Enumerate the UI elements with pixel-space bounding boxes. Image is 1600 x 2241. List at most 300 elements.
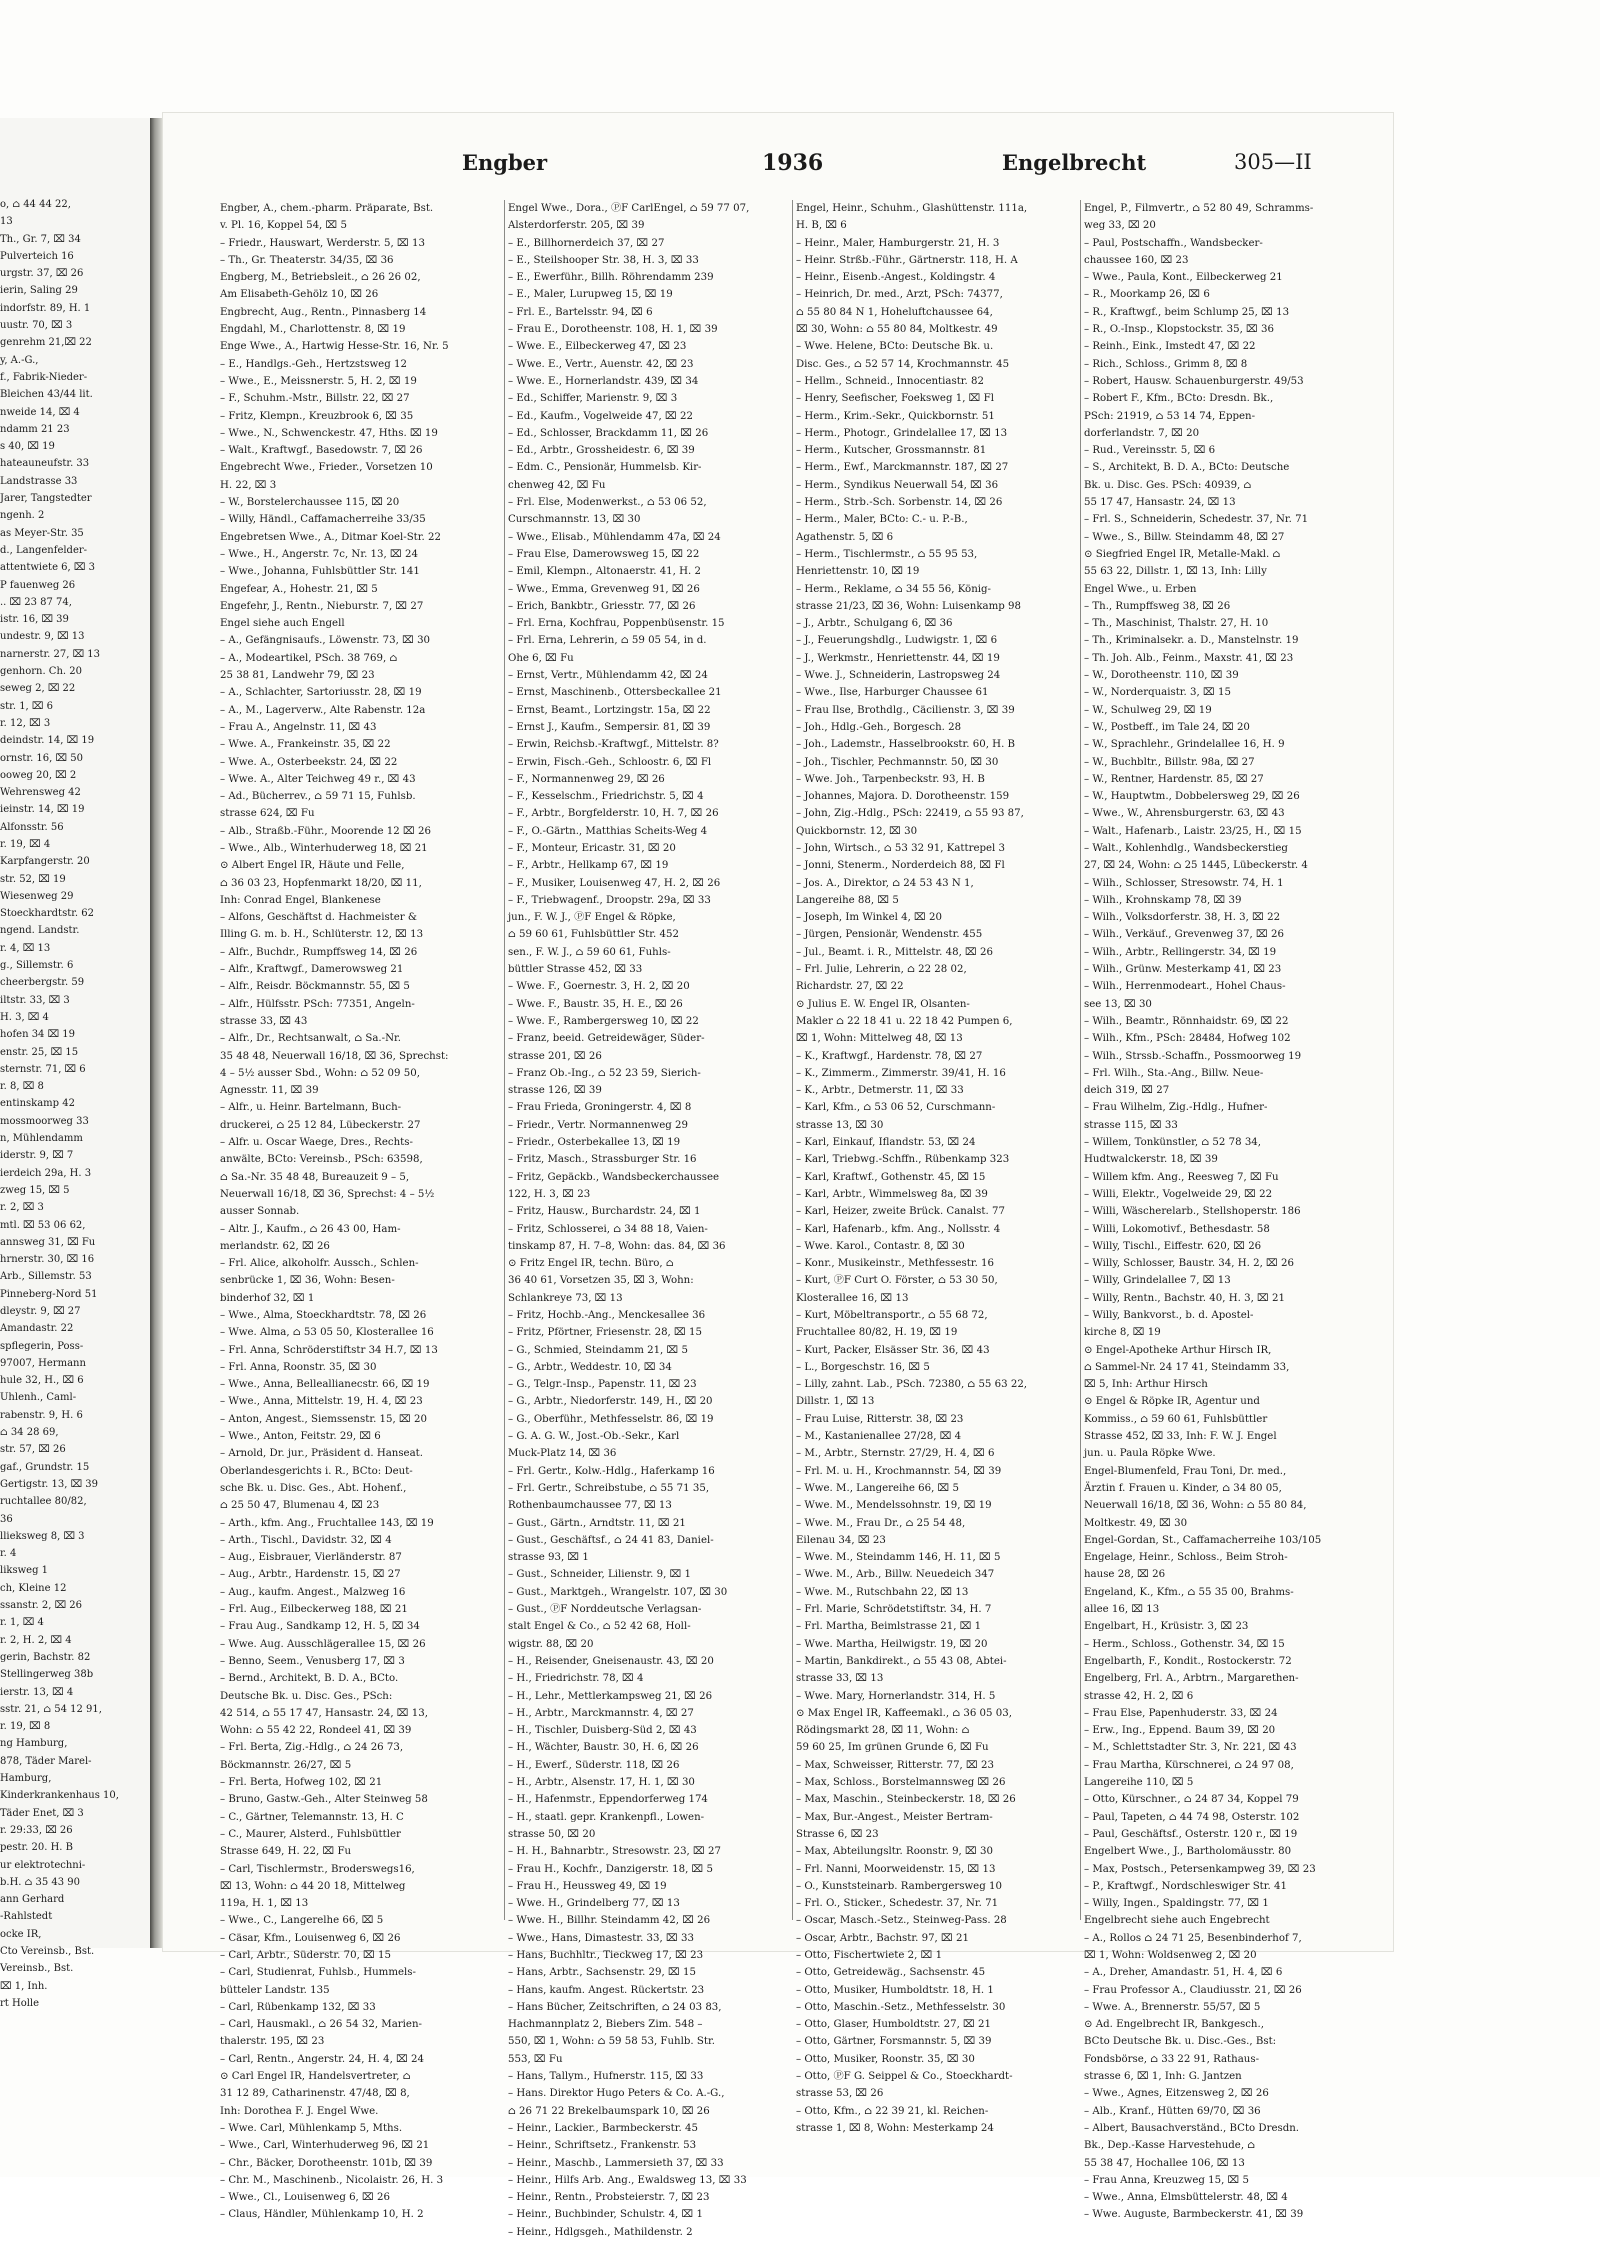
directory-entry-line: ⌧ 1, Wohn: Mittelweg 48, ⌧ 13 (796, 1033, 963, 1045)
left-page-line: r. 19, ⌧ 4 (0, 838, 51, 850)
directory-entry-line: Engbrecht, Aug., Rentn., Pinnasberg 14 (220, 306, 427, 318)
directory-entry-line: jun. u. Paula Röpke Wwe. (1084, 1448, 1216, 1460)
directory-entry-line: – H., Arbtr., Alsenstr. 17, H. 1, ⌧ 30 (508, 1777, 695, 1789)
directory-entry-line: – F., Normannenweg 29, ⌧ 26 (508, 773, 665, 785)
directory-entry-line: – Wwe., Anton, Feitstr. 29, ⌧ 6 (220, 1431, 381, 1443)
directory-entry-line: – Herm., Kutscher, Grossmannstr. 81 (796, 445, 987, 457)
left-page-line: y, A.-G., (0, 354, 39, 366)
directory-entry-line: – Th. Joh. Alb., Feinm., Maxstr. 41, ⌧ 23 (1084, 652, 1294, 664)
left-page-line: Amandastr. 22 (0, 1323, 74, 1335)
directory-entry-line: – Willy, Tischl., Eiffestr. 620, ⌧ 26 (1084, 1240, 1262, 1252)
column-rule (792, 200, 793, 1920)
left-page-line: attentwiete 6, ⌧ 3 (0, 562, 95, 574)
directory-entry-line: – Erich, Bankbtr., Griesstr. 77, ⌧ 26 (508, 600, 696, 612)
directory-entry-line: – Otto, Glaser, Humboldtstr. 27, ⌧ 21 (796, 2019, 991, 2031)
directory-entry-line: – H., Friedrichstr. 78, ⌧ 4 (508, 1673, 644, 1685)
left-page-line: ieinstr. 14, ⌧ 19 (0, 804, 85, 816)
directory-entry-line: senbrücke 1, ⌧ 36, Wohn: Besen- (220, 1275, 395, 1287)
directory-entry-line: büttler Strasse 452, ⌧ 33 (508, 964, 643, 976)
directory-entry-line: – W., Buchbltr., Billstr. 98a, ⌧ 27 (1084, 756, 1255, 768)
directory-entry-line: – Frl. Gertr., Schreibstube, ⌂ 55 71 35, (508, 1482, 710, 1494)
directory-entry-line: Engelberg, Frl. A., Arbtrn., Margarethen- (1084, 1673, 1299, 1685)
directory-entry-line: Fruchtallee 80/82, H. 19, ⌧ 19 (796, 1327, 958, 1339)
directory-entry-line: – Frl. Berta, Zig.-Hdlg., ⌂ 24 26 73, (220, 1742, 404, 1754)
directory-entry-line: – J., Feuerungshdlg., Ludwigstr. 1, ⌧ 6 (796, 635, 998, 647)
directory-entry-line: – G., Arbtr., Niedorferstr. 149, H., ⌧ 20 (508, 1396, 713, 1408)
directory-entry-line: strasse 21/23, ⌧ 36, Wohn: Luisenkamp 98 (796, 600, 1021, 612)
directory-entry-line: – Anton, Angest., Siemssenstr. 15, ⌧ 20 (220, 1413, 427, 1425)
left-page-line: hule 32, H., ⌧ 6 (0, 1375, 84, 1387)
left-page-line: Landstrasse 33 (0, 475, 78, 487)
directory-entry-line: chenweg 42, ⌧ Fu (508, 479, 606, 491)
directory-entry-line: ⊙ Engel & Röpke IR, Agentur und (1084, 1396, 1260, 1408)
directory-entry-line: sche Bk. u. Disc. Ges., Abt. Hohenf., (220, 1482, 407, 1494)
directory-entry-line: – Joh., Hdlg.-Geh., Borgesch. 28 (796, 721, 962, 733)
directory-entry-line: Agathenstr. 5, ⌧ 6 (796, 531, 894, 543)
directory-entry-line: – Arnold, Dr. jur., Präsident d. Hanseat. (220, 1448, 423, 1460)
left-page-line: -Rahlstedt (0, 1911, 53, 1923)
directory-entry-line: – Karl, Hafenarb., kfm. Ang., Nollsstr. 4 (796, 1223, 1001, 1235)
directory-entry-line: – Th., Gr. Theaterstr. 34/35, ⌧ 36 (220, 254, 394, 266)
directory-entry-line: – Willy, Händl., Caffamacherreihe 33/35 (220, 514, 426, 526)
directory-entry-line: – Walt., Kraftwgf., Basedowstr. 7, ⌧ 26 (220, 445, 423, 457)
left-page-line: iderstr. 9, ⌧ 7 (0, 1150, 74, 1162)
directory-entry-line: Illing G. m. b. H., Schlüterstr. 12, ⌧ 13 (220, 929, 424, 941)
directory-entry-line: chaussee 160, ⌧ 23 (1084, 254, 1189, 266)
left-page-line: ngend. Landstr. (0, 925, 80, 937)
directory-entry-line: – Frau Else, Papenhuderstr. 33, ⌧ 24 (1084, 1707, 1278, 1719)
directory-entry-line: – Frau E., Dorotheenstr. 108, H. 1, ⌧ 39 (508, 324, 718, 336)
directory-entry-line: – Heinr., Maschb., Lammersieth 37, ⌧ 33 (508, 2157, 724, 2169)
directory-entry-line: – Willy, Schlosser, Baustr. 34, H. 2, ⌧ 26 (1084, 1258, 1294, 1270)
directory-entry-line: – Frau Anna, Kreuzweg 15, ⌧ 5 (1084, 2174, 1250, 2186)
directory-entry-line: – Martin, Bankdirekt., ⌂ 55 43 08, Abtei- (796, 1655, 1007, 1667)
left-page-line: b.H. ⌂ 35 43 90 (0, 1876, 81, 1888)
directory-entry-line: – Frl. Martha, Beimlstrasse 21, ⌧ 1 (796, 1621, 982, 1633)
directory-entry-line: – Reinh., Eink., Imstedt 47, ⌧ 22 (1084, 341, 1256, 353)
left-page-line: r. 4 (0, 1548, 17, 1560)
directory-entry-line: Fondsbörse, ⌂ 33 22 91, Rathaus- (1084, 2053, 1260, 2065)
left-page-line: ngenh. 2 (0, 510, 45, 522)
directory-entry-line: ⌂ 59 60 61, Fuhlsbüttler Str. 452 (508, 929, 679, 941)
left-page-line: spflegerin, Poss- (0, 1340, 84, 1352)
directory-entry-line: – Wwe., E., Meissnerstr. 5, H. 2, ⌧ 19 (220, 375, 417, 387)
directory-entry-line: – Altr. J., Kaufm., ⌂ 26 43 00, Ham- (220, 1223, 401, 1235)
directory-entry-line: – Frl. Alice, alkoholfr. Aussch., Schlen- (220, 1258, 419, 1270)
left-page-line: ocke IR, (0, 1928, 42, 1940)
directory-entry-line: H. B, ⌧ 6 (796, 220, 847, 232)
book-gutter (150, 118, 162, 1948)
directory-entry-line: – E., Ewerführ., Billh. Röhrendamm 239 (508, 272, 714, 284)
left-page-line: uustr. 70, ⌧ 3 (0, 320, 73, 332)
directory-entry-line: Richardstr. 27, ⌧ 22 (796, 981, 904, 993)
directory-entry-line: – E., Maler, Lurupweg 15, ⌧ 19 (508, 289, 673, 301)
directory-entry-line: – Aug., Eisbrauer, Vierländerstr. 87 (220, 1552, 402, 1564)
directory-entry-line: – Max, Abteilungsltr. Roonstr. 9, ⌧ 30 (796, 1846, 993, 1858)
directory-entry-line: – Wwe. A., Alter Teichweg 49 r., ⌧ 43 (220, 773, 416, 785)
directory-entry-line: – Friedr., Osterbekallee 13, ⌧ 19 (508, 1137, 681, 1149)
directory-entry-line: Engelbert Wwe., J., Bartholomäusstr. 80 (1084, 1846, 1292, 1858)
directory-entry-line: Inh: Conrad Engel, Blankenese (220, 894, 381, 906)
directory-entry-line: strasse 115, ⌧ 33 (1084, 1119, 1178, 1131)
directory-entry-line: – Wwe. Karol., Contastr. 8, ⌧ 30 (796, 1240, 965, 1252)
directory-entry-line: – Frau Aug., Sandkamp 12, H. 5, ⌧ 34 (220, 1621, 420, 1633)
directory-entry-line: – Franz Ob.-Ing., ⌂ 52 23 59, Sierich- (508, 1067, 701, 1079)
directory-entry-line: – Alfr. u. Oscar Waege, Dres., Rechts- (220, 1137, 413, 1149)
directory-entry-line: – Alfons, Geschäftst d. Hachmeister & (220, 912, 417, 924)
directory-entry-line: – Aug., kaufm. Angest., Malzweg 16 (220, 1586, 406, 1598)
directory-entry-line: – R., Kraftwgf., beim Schlump 25, ⌧ 13 (1084, 306, 1290, 318)
directory-entry-line: – Carl, Rentn., Angerstr. 24, H. 4, ⌧ 24 (220, 2053, 425, 2065)
directory-entry-line: – F., Triebwagenf., Droopstr. 29a, ⌧ 33 (508, 894, 711, 906)
directory-entry-line: Engebrecht Wwe., Frieder., Vorsetzen 10 (220, 462, 433, 474)
left-page-line: Arb., Sillemstr. 53 (0, 1271, 92, 1283)
directory-entry-line: – E., Handlgs.-Geh., Hertzstsweg 12 (220, 358, 407, 370)
directory-entry-line: – A., Schlachter, Sartoriusstr. 28, ⌧ 19 (220, 687, 422, 699)
directory-entry-line: – S., Architekt, B. D. A., BCto: Deutsche (1084, 462, 1290, 474)
directory-entry-line: – Fritz, Gepäckb., Wandsbeckerchaussee (508, 1171, 720, 1183)
directory-entry-line: Schlankreye 73, ⌧ 13 (508, 1292, 623, 1304)
directory-entry-line: – M., Kastanienallee 27/28, ⌧ 4 (796, 1431, 962, 1443)
directory-entry-line: Neuerwall 16/18, ⌧ 36, Wohn: ⌂ 55 80 84, (1084, 1500, 1307, 1512)
directory-entry-line: – Hans, Arbtr., Sachsenstr. 29, ⌧ 15 (508, 1967, 696, 1979)
directory-entry-line: – Frl. Marie, Schrödetstiftstr. 34, H. 7 (796, 1604, 992, 1616)
directory-entry-line: – Robert, Hausw. Schauenburgerstr. 49/53 (1084, 375, 1304, 387)
directory-entry-line: – Bernd., Architekt, B. D. A., BCto. (220, 1673, 399, 1685)
directory-entry-line: Agnesstr. 11, ⌧ 39 (220, 1085, 319, 1097)
directory-entry-line: – Willem kfm. Ang., Reesweg 7, ⌧ Fu (1084, 1171, 1279, 1183)
directory-entry-line: – Wwe. F., Rambergersweg 10, ⌧ 22 (508, 1015, 699, 1027)
directory-entry-line: – E., Billhornerdeich 37, ⌧ 27 (508, 237, 665, 249)
directory-entry-line: – Otto, Maschin.-Setz., Methfesselstr. 30 (796, 2001, 1006, 2013)
left-page-line: ornstr. 16, ⌧ 50 (0, 752, 83, 764)
directory-entry-line: – Frau H., Heussweg 49, ⌧ 19 (508, 1880, 667, 1892)
directory-entry-line: – Wwe. Carl, Mühlenkamp 5, Mths. (220, 2122, 403, 2134)
directory-entry-line: kirche 8, ⌧ 19 (1084, 1327, 1161, 1339)
directory-entry-line: Quickbornstr. 12, ⌧ 30 (796, 825, 918, 837)
left-page-line: Pulverteich 16 (0, 250, 74, 262)
directory-entry-line: – Otto, Getreidewäg., Sachsenstr. 45 (796, 1967, 986, 1979)
left-page-line: str. 57, ⌧ 26 (0, 1444, 66, 1456)
left-page-line: Pinneberg-Nord 51 (0, 1288, 98, 1300)
directory-entry-line: – O., Kunststeinarb. Rambergersweg 10 (796, 1880, 1002, 1892)
directory-entry-line: ⌂ 25 50 47, Blumenau 4, ⌧ 23 (220, 1500, 380, 1512)
directory-entry-line: – Wwe. J., Schneiderin, Lastropsweg 24 (796, 670, 1001, 682)
directory-entry-line: – Max, Bur.-Angest., Meister Bertram- (796, 1811, 993, 1823)
directory-entry-line: – Ernst J., Kaufm., Sempersir. 81, ⌧ 39 (508, 721, 711, 733)
directory-entry-line: – Wwe. Helene, BCto: Deutsche Bk. u. (796, 341, 994, 353)
directory-entry-line: hause 28, ⌧ 26 (1084, 1569, 1166, 1581)
directory-entry-line: – Frl. Gertr., Kolw.-Hdlg., Haferkamp 16 (508, 1465, 715, 1477)
left-page-line: Th., Gr. 7, ⌧ 34 (0, 233, 81, 245)
directory-entry-line: – Claus, Händler, Mühlenkamp 10, H. 2 (220, 2209, 424, 2221)
directory-entry-line: – Emil, Klempn., Altonaerstr. 41, H. 2 (508, 566, 701, 578)
directory-entry-line: Oberlandesgerichts i. R., BCto: Deut- (220, 1465, 413, 1477)
directory-entry-line: – E., Steilshooper Str. 38, H. 3, ⌧ 33 (508, 254, 699, 266)
directory-entry-line: Makler ⌂ 22 18 41 u. 22 18 42 Pumpen 6, (796, 1015, 1013, 1027)
left-page-line: str. 52, ⌧ 19 (0, 873, 66, 885)
directory-entry-line: – Frau Wilhelm, Zig.-Hdlg., Hufner- (1084, 1102, 1268, 1114)
directory-entry-line: – Herm., Maler, BCto: C.- u. P.-B., (796, 514, 968, 526)
directory-entry-line: – Willi, Elektr., Vogelweide 29, ⌧ 22 (1084, 1188, 1273, 1200)
header-first-entry: Engber (462, 150, 548, 175)
directory-entry-line: Henriettenstr. 10, ⌧ 19 (796, 566, 920, 578)
left-page-line: annsweg 31, ⌧ Fu (0, 1236, 96, 1248)
directory-entry-line: – Wwe., Anna, Mittelstr. 19, H. 4, ⌧ 23 (220, 1396, 423, 1408)
directory-entry-line: – Gust., Geschäftsf., ⌂ 24 41 83, Daniel- (508, 1534, 714, 1546)
directory-entry-line: Engel Wwe., Dora., ⓅF CarlEngel, ⌂ 59 77 07, (508, 203, 750, 214)
directory-entry-line: allee 16, ⌧ 13 (1084, 1604, 1160, 1616)
directory-entry-line: – Paul, Tapeten, ⌂ 44 74 98, Osterstr. 102 (1084, 1811, 1300, 1823)
directory-entry-line: – Wwe., Ilse, Harburger Chaussee 61 (796, 687, 989, 699)
directory-entry-line: – Heinr., Hilfs Arb. Ang., Ewaldsweg 13, ⌧ 33 (508, 2174, 747, 2186)
directory-entry-line: – Fritz, Hochb.-Ang., Menckesallee 36 (508, 1310, 706, 1321)
header-last-entry: Engelbrecht (1002, 150, 1147, 175)
left-page-line: Wehrensweg 42 (0, 787, 81, 799)
directory-entry-line: – Erw., Ing., Eppend. Baum 39, ⌧ 20 (1084, 1725, 1276, 1737)
left-page-line: str. 1, ⌧ 6 (0, 700, 53, 712)
directory-entry-line: – Ed., Kaufm., Vogelweide 47, ⌧ 22 (508, 410, 693, 422)
directory-entry-line: ⊙ Ad. Engelbrecht IR, Bankgesch., (1084, 2019, 1264, 2031)
directory-entry-line: Inh: Dorothea F. J. Engel Wwe. (220, 2105, 379, 2117)
directory-entry-line: strasse 33, ⌧ 13 (796, 1673, 884, 1685)
directory-entry-line: – Gust., ⓅF Norddeutsche Verlagsan- (508, 1604, 702, 1616)
left-page-line: f., Fabrik-Nieder- (0, 371, 88, 383)
directory-entry-line: tinskamp 87, H. 7–8, Wohn: das. 84, ⌧ 36 (508, 1240, 726, 1252)
left-page-line: r. 12, ⌧ 3 (0, 717, 51, 729)
directory-entry-line: – Hans, Buchhltr., Tieckweg 17, ⌧ 23 (508, 1949, 704, 1961)
directory-entry-line: – Wwe., Anna, Belleallianecstr. 66, ⌧ 19 (220, 1379, 430, 1391)
directory-entry-line: 119a, H. 1, ⌧ 13 (220, 1898, 309, 1910)
directory-entry-line: – Alfr., Buchdr., Rumpffsweg 14, ⌧ 26 (220, 946, 418, 958)
directory-entry-line: – Oscar, Masch.-Setz., Steinweg-Pass. 28 (796, 1915, 1007, 1927)
directory-entry-line: – Lilly, zahnt. Lab., PSch. 72380, ⌂ 55 63 22, (796, 1379, 1028, 1391)
directory-entry-line: H. 22, ⌧ 3 (220, 479, 277, 491)
directory-entry-line: 59 60 25, Im grünen Grunde 6, ⌧ Fu (796, 1742, 989, 1754)
directory-entry-line: – H., Arbtr., Marckmannstr. 4, ⌧ 27 (508, 1707, 694, 1719)
left-page-line: dleystr. 9, ⌧ 27 (0, 1306, 81, 1317)
directory-entry-line: – Frl. Berta, Hofweg 102, ⌧ 21 (220, 1777, 383, 1789)
left-page-fragment (0, 118, 151, 2009)
directory-entry-line: – G., Schmied, Steindamm 21, ⌧ 5 (508, 1344, 688, 1356)
left-page-line: gaf., Grundstr. 15 (0, 1461, 90, 1473)
directory-entry-line: – Wwe., Carl, Winterhuderweg 96, ⌧ 21 (220, 2140, 430, 2152)
directory-entry-line: – H., Hafenmstr., Eppendorferweg 174 (508, 1794, 708, 1806)
directory-entry-line: 35 48 48, Neuerwall 16/18, ⌧ 36, Sprechst: (220, 1050, 449, 1062)
directory-entry-line: – Wwe., Cl., Louisenweg 6, ⌧ 26 (220, 2192, 390, 2204)
directory-entry-line: druckerei, ⌂ 25 12 84, Lübeckerstr. 27 (220, 1119, 421, 1131)
directory-entry-line: Muck-Platz 14, ⌧ 36 (508, 1448, 617, 1460)
left-page-line: n, Mühlendamm (0, 1133, 83, 1145)
directory-entry-line: – Frau Professor A., Claudiusstr. 21, ⌧ 26 (1084, 1984, 1302, 1996)
directory-entry-line: – H. H., Bahnarbtr., Stresowstr. 23, ⌧ 27 (508, 1846, 721, 1858)
directory-entry-line: strasse 126, ⌧ 39 (508, 1085, 602, 1097)
directory-entry-line: – Alb., Straßb.-Führ., Moorende 12 ⌧ 26 (220, 825, 431, 837)
directory-entry-line: – Willy, Grindelallee 7, ⌧ 13 (1084, 1275, 1231, 1287)
directory-entry-line: – Friedr., Hauswart, Werderstr. 5, ⌧ 13 (220, 237, 425, 249)
directory-entry-line: – Ed., Arbtr., Grossheidestr. 6, ⌧ 39 (508, 445, 695, 457)
directory-entry-line: – Herm., Schloss., Gothenstr. 34, ⌧ 15 (1084, 1638, 1285, 1650)
directory-entry-line: – Frl. E., Bartelsstr. 94, ⌧ 6 (508, 306, 653, 318)
directory-entry-line: – Carl, Studienrat, Fuhlsb., Hummels- (220, 1967, 416, 1979)
directory-entry-line: – Wwe. A., Osterbeekstr. 24, ⌧ 22 (220, 756, 398, 768)
directory-entry-line: Bk., Dep.-Kasse Harvestehude, ⌂ (1084, 2140, 1256, 2152)
directory-entry-line: – R., Moorkamp 26, ⌧ 6 (1084, 289, 1210, 301)
directory-entry-line: – Wwe. H., Billhr. Steindamm 42, ⌧ 26 (508, 1915, 711, 1927)
directory-entry-line: – F., O.-Gärtn., Matthias Scheits-Weg 4 (508, 825, 708, 837)
directory-entry-line: – Wilh., Arbtr., Rellingerstr. 34, ⌧ 19 (1084, 946, 1277, 958)
left-page-line: Stoeckhardtstr. 62 (0, 908, 94, 920)
directory-entry-line: – G., Telgr.-Insp., Papenstr. 11, ⌧ 23 (508, 1379, 697, 1391)
directory-entry-line: – M., Schlettstadter Str. 3, Nr. 221, ⌧ 43 (1084, 1742, 1297, 1754)
directory-entry-line: – Karl, Arbtr., Wimmelsweg 8a, ⌧ 39 (796, 1188, 988, 1200)
directory-entry-line: 122, H. 3, ⌧ 23 (508, 1188, 591, 1200)
left-page-line: H. 3, ⌧ 4 (0, 1011, 49, 1023)
directory-entry-line: ⊙ Julius E. W. Engel IR, Olsanten- (796, 998, 970, 1010)
directory-entry-line: – Kurt, ⓅF Curt O. Förster, ⌂ 53 30 50, (796, 1275, 998, 1287)
left-page-line: genrehm 21,⌧ 22 (0, 337, 92, 349)
directory-entry-line: – Fritz, Pförtner, Friesenstr. 28, ⌧ 15 (508, 1327, 702, 1339)
directory-entry-line: ⊙ Fritz Engel IR, techn. Büro, ⌂ (508, 1258, 674, 1270)
directory-entry-line: – Hans Bücher, Zeitschriften, ⌂ 24 03 83, (508, 2001, 722, 2013)
left-page-line: ierin, Saling 29 (0, 285, 78, 297)
directory-entry-line: – Wilh., Volksdorferstr. 38, H. 3, ⌧ 22 (1084, 912, 1281, 924)
left-page-line: ssanstr. 2, ⌧ 26 (0, 1600, 83, 1612)
directory-entry-line: – W., Hauptwtm., Dobbelersweg 29, ⌧ 26 (1084, 791, 1300, 803)
directory-entry-line: – Wwe. M., Frau Dr., ⌂ 25 54 48, (796, 1517, 966, 1529)
directory-entry-line: Langereihe 88, ⌧ 5 (796, 894, 899, 906)
directory-entry-line: Moltkestr. 49, ⌧ 30 (1084, 1517, 1188, 1529)
left-page-line: narnerstr. 27, ⌧ 13 (0, 648, 101, 660)
directory-entry-line: – K., Kraftwgf., Hardenstr. 78, ⌧ 27 (796, 1050, 983, 1062)
directory-entry-line: – Kurt, Möbeltransportr., ⌂ 55 68 72, (796, 1310, 988, 1321)
left-page-line: 36 (0, 1513, 13, 1525)
directory-entry-line: – Wilh., Krohnskamp 78, ⌧ 39 (1084, 894, 1242, 906)
directory-entry-line: – Wwe. Aug. Ausschlägerallee 15, ⌧ 26 (220, 1638, 426, 1650)
directory-column-2 (508, 200, 791, 2238)
directory-entry-line: Deutsche Bk. u. Disc. Ges., PSch: (220, 1690, 393, 1702)
directory-entry-line: – Ed., Schiffer, Marienstr. 9, ⌧ 3 (508, 393, 678, 405)
directory-entry-line: strasse 42, H. 2, ⌧ 6 (1084, 1690, 1194, 1702)
left-page-line: ch, Kleine 12 (0, 1582, 67, 1594)
directory-entry-line: – H., Tischler, Duisberg-Süd 2, ⌧ 43 (508, 1725, 697, 1737)
directory-entry-line: – K., Arbtr., Detmerstr. 11, ⌧ 33 (796, 1085, 964, 1097)
directory-entry-line: strasse 201, ⌧ 26 (508, 1050, 602, 1062)
directory-entry-line: – H., Reisender, Gneisenaustr. 43, ⌧ 20 (508, 1655, 714, 1667)
left-page-line: ooweg 20, ⌧ 2 (0, 769, 77, 781)
directory-entry-line: – Oscar, Arbtr., Bachstr. 97, ⌧ 21 (796, 1932, 969, 1944)
directory-entry-line: – Paul, Geschäftsf., Osterstr. 120 r., ⌧ 19 (1084, 1828, 1298, 1840)
directory-entry-line: – Fritz, Hausw., Burchardstr. 24, ⌧ 1 (508, 1206, 701, 1218)
directory-page (162, 112, 1394, 2238)
left-page-line: iltstr. 33, ⌧ 3 (0, 994, 70, 1006)
directory-entry-line: – Joh., Lademstr., Hasselbrookstr. 60, H. B (796, 739, 1016, 751)
directory-entry-line: – Frl. M. u. H., Krochmannstr. 54, ⌧ 39 (796, 1465, 1002, 1477)
directory-entry-line: – A., Gefängnisaufs., Löwenstr. 73, ⌧ 30 (220, 635, 431, 647)
directory-entry-line: – Frau Else, Damerowsweg 15, ⌧ 22 (508, 548, 700, 560)
directory-entry-line: – F., Musiker, Louisenweg 47, H. 2, ⌧ 26 (508, 877, 721, 889)
left-page-line: liksweg 1 (0, 1565, 49, 1577)
directory-entry-line: ⌂ 55 80 84 N 1, Hoheluftchaussee 64, (796, 306, 993, 318)
directory-entry-line: – A., Dreher, Amandastr. 51, H. 4, ⌧ 6 (1084, 1967, 1283, 1979)
left-page-line: ndamm 21 23 (0, 423, 70, 435)
directory-entry-line: – F., Monteur, Ericastr. 31, ⌧ 20 (508, 842, 676, 854)
directory-entry-line: – Herm., Ewf., Marckmannstr. 187, ⌧ 27 (796, 462, 1009, 474)
directory-entry-line: merlandstr. 62, ⌧ 26 (220, 1240, 330, 1252)
directory-entry-line: – Frl. Else, Modenwerkst., ⌂ 53 06 52, (508, 497, 707, 509)
left-page-line: r. 2, ⌧ 3 (0, 1202, 44, 1214)
directory-entry-line: – Th., Maschinist, Thalstr. 27, H. 10 (1084, 618, 1269, 630)
left-page-line: Vereinsb., Bst. (0, 1963, 74, 1975)
directory-entry-line: – Alfr., Kraftwgf., Damerowsweg 21 (220, 964, 404, 976)
directory-entry-line: – Wwe. F., Baustr. 35, H. E., ⌧ 26 (508, 998, 683, 1010)
directory-entry-line: – Herm., Reklame, ⌂ 34 55 56, König- (796, 583, 991, 595)
left-page-line: Kinderkrankenhaus 10, (0, 1790, 119, 1802)
directory-entry-line: – H., Ewerf., Süderstr. 118, ⌧ 26 (508, 1759, 680, 1771)
directory-entry-line: – Joseph, Im Winkel 4, ⌧ 20 (796, 912, 942, 924)
directory-entry-line: BCto Deutsche Bk. u. Disc.-Ges., Bst: (1084, 2036, 1277, 2048)
left-page-line: Cto Vereinsb., Bst. (0, 1945, 95, 1957)
directory-entry-line: – Frl. Erna, Kochfrau, Poppenbüsenstr. 15 (508, 618, 725, 630)
directory-entry-line: Bk. u. Disc. Ges. PSch: 40939, ⌂ (1084, 479, 1252, 491)
directory-entry-line: stalt Engel & Co., ⌂ 52 42 68, Holl- (508, 1621, 691, 1633)
directory-entry-line: – Robert F., Kfm., BCto: Dresdn. Bk., (1084, 393, 1274, 405)
directory-entry-line: Engel Wwe., u. Erben (1084, 583, 1197, 595)
directory-entry-line: Hudtwalckerstr. 18, ⌧ 39 (1084, 1154, 1218, 1166)
directory-entry-line: PSch: 21919, ⌂ 53 14 74, Eppen- (1084, 410, 1256, 422)
directory-entry-line: – Frau Luise, Ritterstr. 38, ⌧ 23 (796, 1413, 964, 1425)
directory-entry-line: – Ad., Bücherrev., ⌂ 59 71 15, Fuhlsb. (220, 791, 416, 803)
directory-entry-line: – Carl, Rübenkamp 132, ⌧ 33 (220, 2001, 376, 2013)
directory-entry-line: Engelbarth, F., Kondit., Rostockerstr. 72 (1084, 1655, 1292, 1667)
directory-entry-line: – Wilh., Kfm., PSch: 28484, Hofweg 102 (1084, 1033, 1291, 1045)
directory-entry-line: – C., Gärtner, Telemannstr. 13, H. C (220, 1811, 404, 1823)
directory-entry-line: – M., Arbtr., Sternstr. 27/29, H. 4, ⌧ 6 (796, 1448, 995, 1460)
directory-entry-line: – Wwe. M., Langereihe 66, ⌧ 5 (796, 1482, 960, 1494)
directory-entry-line: – Chr. M., Maschinenb., Nicolaistr. 26, H. 3 (220, 2174, 444, 2186)
directory-entry-line: Böckmannstr. 26/27, ⌧ 5 (220, 1759, 352, 1771)
directory-entry-line: – Wwe., C., Langerelhe 66, ⌧ 5 (220, 1915, 384, 1927)
directory-entry-line: v. Pl. 16, Koppel 54, ⌧ 5 (220, 220, 347, 232)
directory-entry-line: – W., Dorotheenstr. 110, ⌧ 39 (1084, 670, 1239, 682)
directory-entry-line: jun., F. W. J., ⓅF Engel & Röpke, (508, 912, 676, 924)
directory-entry-line: – Wwe. A., Frankeinstr. 35, ⌧ 22 (220, 739, 391, 751)
directory-entry-line: – H., staatl. gepr. Krankenpfl., Lowen- (508, 1811, 705, 1823)
directory-entry-line: Engefehr, J., Rentn., Nieburstr. 7, ⌧ 27 (220, 600, 424, 612)
directory-entry-line: – Heinr., Buchbinder, Schulstr. 4, ⌧ 1 (508, 2209, 703, 2221)
directory-entry-line: – Wwe., Alma, Stoeckhardtstr. 78, ⌧ 26 (220, 1310, 427, 1321)
left-page-line: Jarer, Tangstedter (0, 493, 92, 505)
directory-entry-line: – Alfr., Dr., Rechtsanwalt, ⌂ Sa.-Nr. (220, 1033, 402, 1045)
directory-entry-line: – Heinr., Rentn., Probsteierstr. 7, ⌧ 23 (508, 2192, 710, 2204)
page-header (162, 150, 1394, 190)
directory-entry-line: – Herm., Tischlermstr., ⌂ 55 95 53, (796, 548, 978, 560)
directory-entry-line: – Otto, ⓅF G. Seippel & Co., Stoeckhardt- (796, 2071, 1013, 2083)
left-page-line: ierstr. 13, ⌧ 4 (0, 1686, 74, 1698)
directory-entry-line: – R., O.-Insp., Klopstockstr. 35, ⌧ 36 (1084, 324, 1274, 336)
directory-entry-line: strasse 1, ⌧ 8, Wohn: Mesterkamp 24 (796, 2122, 994, 2134)
directory-entry-line: – Gust., Gärtn., Arndtstr. 11, ⌧ 21 (508, 1517, 686, 1529)
left-page-line: rabenstr. 9, H. 6 (0, 1409, 83, 1421)
directory-entry-line: – Otto, Kürschner., ⌂ 24 87 34, Koppel 79 (1084, 1794, 1299, 1806)
directory-entry-line: Engel siehe auch Engell (220, 618, 345, 630)
directory-entry-line: – Henry, Seefischer, Foeksweg 1, ⌧ Fl (796, 393, 994, 405)
directory-entry-line: – H., Lehr., Mettlerkampsweg 21, ⌧ 26 (508, 1690, 713, 1702)
directory-entry-line: – Fritz, Schlosserei, ⌂ 34 88 18, Vaien- (508, 1223, 708, 1235)
directory-entry-line: – Karl, Kfm., ⌂ 53 06 52, Curschmann- (796, 1102, 996, 1114)
directory-column-3 (796, 200, 1079, 2134)
directory-entry-line: – Wwe. A., Brennerstr. 55/57, ⌧ 5 (1084, 2001, 1261, 2013)
